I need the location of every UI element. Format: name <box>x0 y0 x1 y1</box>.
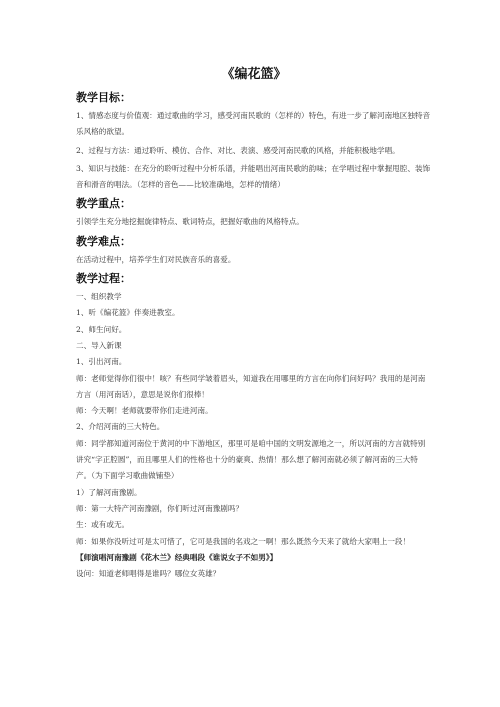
key-point-item: 引领学生充分地挖掘旋律特点、歌词特点，把握好歌曲的风格特点。 <box>76 217 304 227</box>
process-item: 2、介绍河南的三大特色。 <box>76 422 165 432</box>
goal-item: 3、知识与技能：在充分的聆听过程中分析乐谱，并能唱出河南民歌的韵味；在学唱过程中掌握甩腔、装饰音和滑音的唱法。（怎样的音色——比较准确地，怎样的情绪） <box>76 163 431 190</box>
process-item: 师：第一大特产河南豫剧，你们听过河南豫剧吗？ <box>76 503 244 513</box>
process-item: 师：如果你没听过可是太可惜了，它可是我国的名戏之一啊！那么既然今天来了就给大家唱上一段！ <box>76 536 411 546</box>
section-difficulties <box>76 234 432 268</box>
process-item: 1、引出河南。 <box>76 357 127 367</box>
process-item: 2、师生问好。 <box>76 324 127 334</box>
heading-difficulties: 教学难点： <box>76 234 131 248</box>
process-item: 一、组织教学 <box>76 292 122 302</box>
section-teaching-goals <box>76 90 432 193</box>
section-key-points <box>76 196 432 230</box>
process-item: 师：同学都知道河南位于黄河的中下游地区，那里可是咱中国的文明发源地之一，所以河南的方言就特别讲究“字正腔圆”，而且哪里人们的性格也十分的豪爽、热情！那么想了解河南就必须了解河南的三大特产。（为下面学习歌曲做铺垫） <box>76 438 426 481</box>
heading-teaching-process: 教学过程： <box>76 272 131 286</box>
heading-teaching-goals: 教学目标： <box>76 91 131 104</box>
process-item: 二、导入新课 <box>76 340 122 350</box>
goal-item: 1、情感态度与价值观：通过歌曲的学习，感受河南民歌的（怎样的）特色，有进一步了解河南地区独特音乐风格的欲望。 <box>76 111 431 137</box>
section-teaching-process <box>76 271 432 582</box>
process-item: 1、听《编花篮》伴奏进教室。 <box>76 308 180 318</box>
document-title: 《编花篮》 <box>221 67 287 82</box>
process-item: 师：老师觉得你们很中！咳？有些同学皱着眉头，知道我在用哪里的方言在向你们问好吗？我用的是河南方言（用河南话），意思是说你们很棒！ <box>76 373 426 399</box>
process-item: 生：或有或无。 <box>76 520 130 530</box>
difficulty-item: 在活动过程中，培养学生们对民族音乐的喜爱。 <box>76 254 236 264</box>
process-item: 师：今天啊！老师就要带你们走进河南。 <box>76 406 213 416</box>
process-item: 设问：知道老师唱得是谁吗？哪位女英雄？ <box>76 569 221 579</box>
process-item: 1）了解河南豫剧。 <box>76 487 142 497</box>
process-item: 【师演唱河南豫剧《花木兰》经典唱段《谁说女子不如男》】 <box>76 552 278 562</box>
heading-key-points: 教学重点： <box>76 197 131 211</box>
goal-item: 2、过程与方法：通过聆听、模仿、合作、对比、表演、感受河南民歌的风格，并能积极地学唱。 <box>76 145 400 155</box>
document-content <box>76 66 432 584</box>
